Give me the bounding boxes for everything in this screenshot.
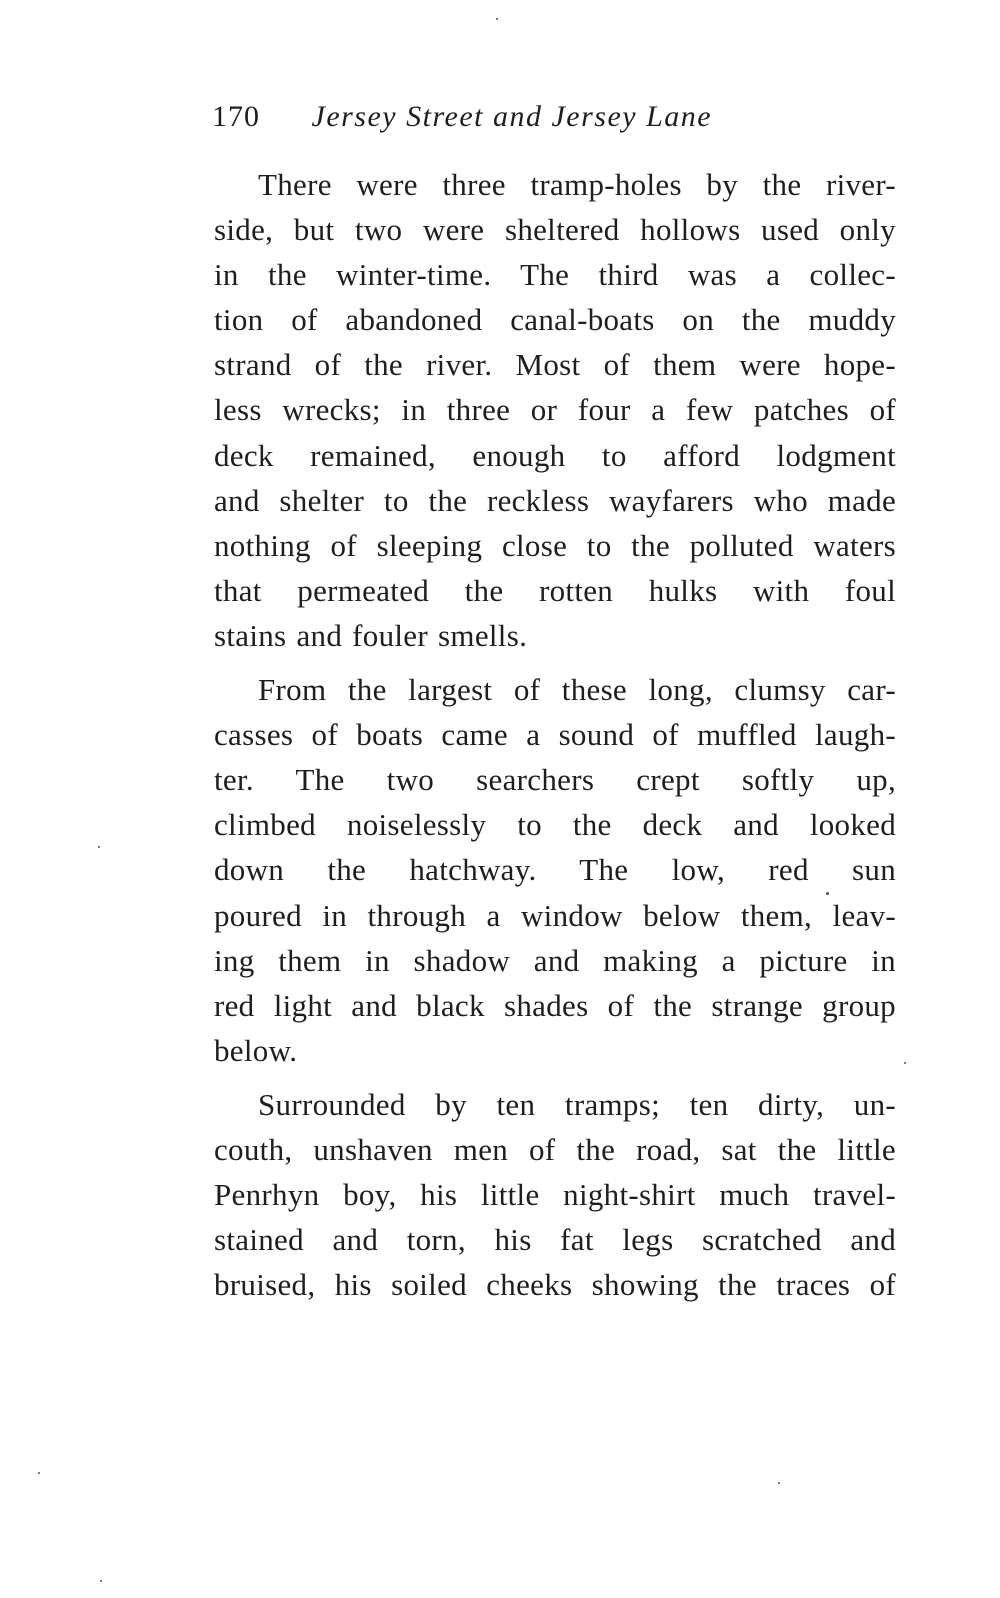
scan-speck	[904, 1062, 906, 1064]
text-line: nothing of sleeping close to the polluted waters	[214, 527, 896, 563]
text-line: poured in through a window below them, leav-	[214, 897, 896, 933]
text-line: tion of abandoned canal-boats on the muddy	[214, 302, 896, 338]
scan-speck	[38, 1472, 40, 1474]
running-title: Jersey Street and Jersey Lane	[311, 100, 713, 133]
text-line: casses of boats came a sound of muffled laugh-	[214, 717, 896, 753]
text-line: There were three tramp-holes by the river-	[258, 167, 896, 202]
text-line: in the winter-time. The third was a collec-	[214, 257, 896, 293]
paragraph-gap	[214, 1073, 896, 1082]
paragraph	[214, 162, 896, 658]
text-line: Surrounded by ten tramps; ten dirty, un-	[258, 1086, 896, 1122]
text-line: red light and black shades of the strange group	[214, 987, 896, 1023]
text-line: below.	[214, 1032, 298, 1068]
text-line: bruised, his soiled cheeks showing the traces of	[214, 1267, 896, 1303]
scan-speck	[778, 1482, 780, 1484]
text-line: strand of the river. Most of them were hope-	[214, 347, 896, 383]
scan-speck	[496, 18, 498, 20]
paragraph	[214, 1082, 896, 1307]
text-line: stains and fouler smells.	[214, 617, 528, 653]
text-line: ing them in shadow and making a picture in	[214, 942, 896, 978]
text-line: stained and torn, his fat legs scratched and	[214, 1222, 896, 1258]
text-line: couth, unshaven men of the road, sat the little	[214, 1131, 896, 1167]
text-line: Penrhyn boy, his little night-shirt much travel-	[214, 1177, 896, 1213]
text-line: less wrecks; in three or four a few patches of	[214, 392, 896, 428]
running-head	[212, 94, 902, 140]
text-line: down the hatchway. The low, red sun	[214, 852, 896, 888]
text-line: side, but two were sheltered hollows used only	[214, 212, 896, 248]
page-number: 170	[212, 100, 260, 133]
scan-speck	[98, 846, 100, 848]
body-text	[214, 162, 896, 1307]
text-line: climbed noiselessly to the deck and looked	[214, 807, 896, 843]
text-line: ter. The two searchers crept softly up,	[214, 762, 896, 798]
text-line: deck remained, enough to afford lodgment	[214, 437, 896, 473]
paragraph-gap	[214, 658, 896, 667]
paragraph	[214, 667, 896, 1073]
text-line: From the largest of these long, clumsy car-	[258, 672, 896, 708]
text-line: and shelter to the reckless wayfarers who made	[214, 482, 896, 518]
scan-speck	[100, 1580, 102, 1582]
scan-speck	[826, 892, 829, 895]
text-line: that permeated the rotten hulks with foul	[214, 572, 896, 608]
